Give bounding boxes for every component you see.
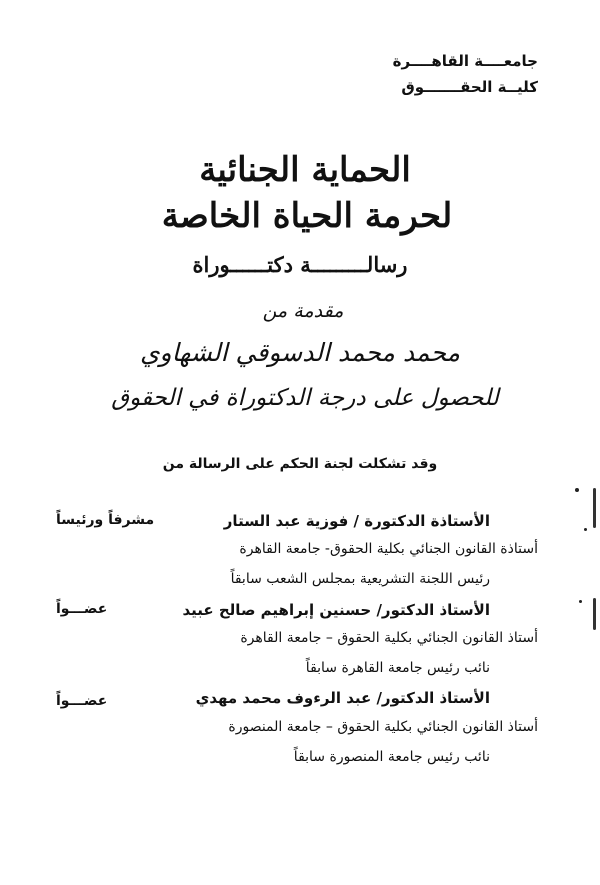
thesis-title-line2: لحرمة الحياة الخاصة: [161, 196, 453, 236]
committee-member-name: الأستاذة الدكتورة / فوزية عبد الستار: [223, 512, 490, 530]
committee-member-former-position: رئيس اللجنة التشريعية بمجلس الشعب سابقاً: [230, 571, 490, 587]
scan-speck: [584, 528, 587, 531]
committee-member-role: عضـــواً: [56, 693, 108, 709]
committee-member-former-position: نائب رئيس جامعة القاهرة سابقاً: [305, 660, 490, 676]
scan-edge-mark: [593, 598, 596, 630]
committee-member-role: عضـــواً: [56, 601, 108, 617]
committee-member-position: أستاذة القانون الجنائي بكلية الحقوق- جامعة القاهرة: [239, 541, 538, 557]
scan-speck: [575, 488, 579, 492]
institution-header: [393, 48, 538, 100]
thesis-title-line1: الحماية الجنائية: [199, 150, 411, 190]
scan-speck: [579, 600, 582, 603]
university-name: جامعــــة القاهــــرة: [392, 52, 538, 70]
scan-edge-mark: [593, 488, 596, 528]
committee-member-name: الأستاذ الدكتور/ حسنين إبراهيم صالح عبيد: [182, 601, 490, 619]
thesis-type: رسالـــــــــة دكتــــــوراة: [192, 252, 408, 277]
author-name: محمد محمد الدسوقي الشهاوي: [139, 338, 461, 367]
committee-member-name: الأستاذ الدكتور/ عبد الرءوف محمد مهدي: [195, 689, 490, 707]
presented-by-label: مقدمة من: [262, 300, 344, 322]
committee-member-position: أستاذ القانون الجنائي بكلية الحقوق – جامعة المنصورة: [228, 719, 538, 735]
degree-purpose: للحصول على درجة الدكتوراة في الحقوق: [111, 385, 499, 411]
faculty-name: كليــة الحقـــــــوق: [401, 78, 538, 96]
committee-member-role: مشرفاً ورئيساً: [56, 512, 155, 528]
committee-intro: وقد تشكلت لجنة الحكم على الرسالة من: [162, 456, 438, 472]
committee-member-position: أستاذ القانون الجنائي بكلية الحقوق – جامعة القاهرة: [240, 630, 538, 646]
committee-member-former-position: نائب رئيس جامعة المنصورة سابقاً: [293, 749, 490, 765]
